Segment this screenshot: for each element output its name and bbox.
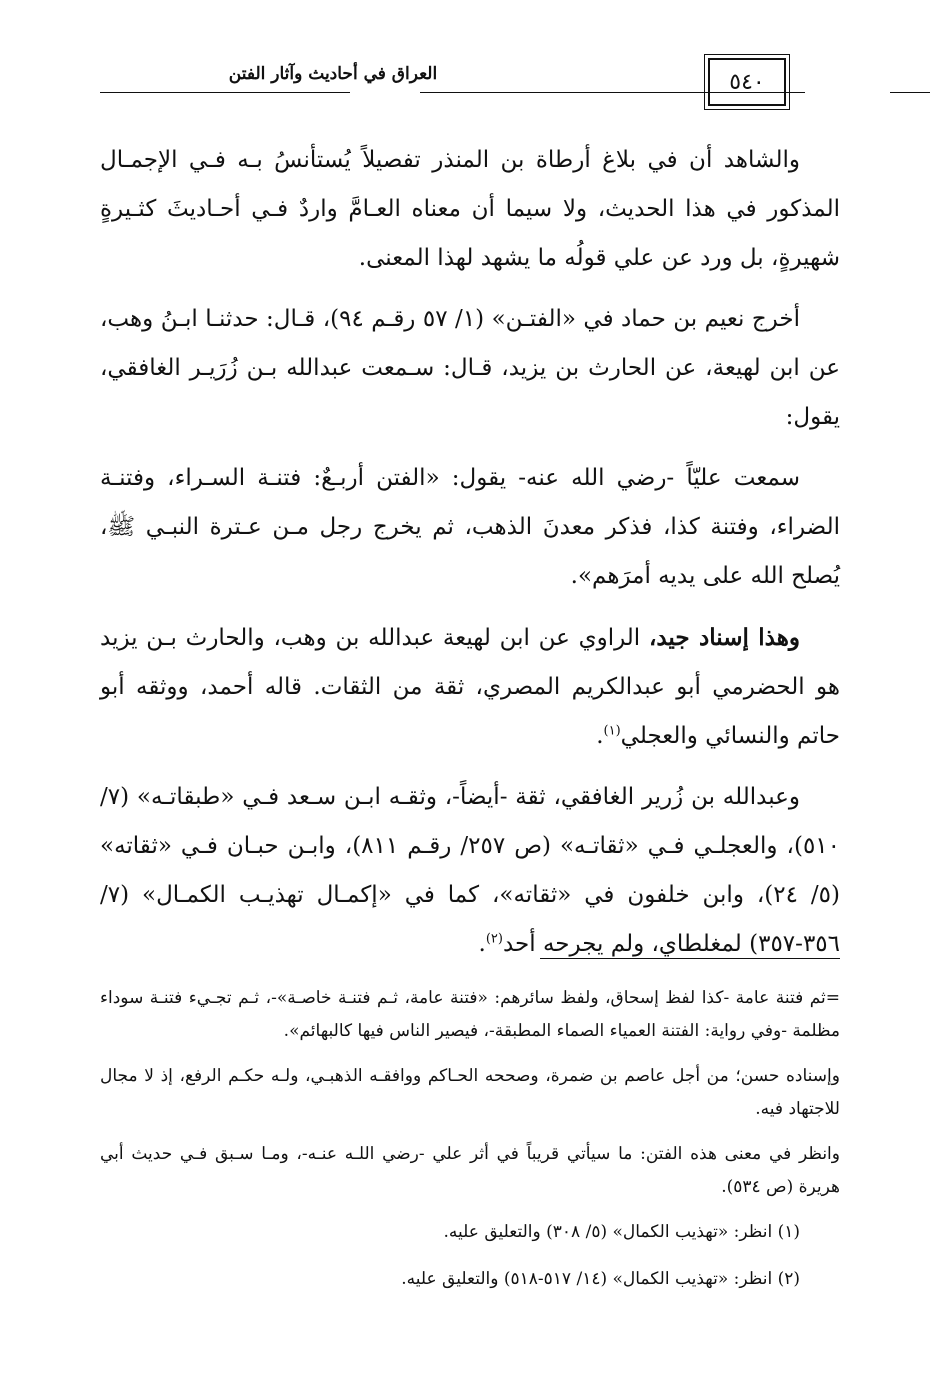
- paragraph-5-text: وعبدالله بن زُرير الغافقي، ثقة -أيضاً-، وثقـه ابـن سـعد فـي «طبقاتـه» (٧/ ٥١٠)، والعجلـي فـي «ثقاتـه» (ص ٢٥٧/ رقـم ٨١١)، وابـن حبـان فـي «ثقاته» (٥/ ٢٤)، وابن خلفون في «ثقاته»، كما في «إكمـال تهذيـب الكمـال» (٧/ ٣٥٦-٣٥٧) لمغلطاي، ولم يجرحه أحد: [100, 784, 840, 957]
- paragraph-1-text: والشاهد أن في بلاغ أرطاة بن المنذر تفصيلاً يُستأنسُ بـه فـي الإجمـال المذكور في هذا الحديث، ولا سيما أن معناه العـامَّ واردٌ فـي أحـاديثَ كثـيرةٍ شهيرةٍ، بل ورد عن علي قولُه ما يشهد لهذا المعنى.: [100, 147, 840, 271]
- paragraph-4-text: الراوي عن ابن لهيعة عبدالله بن وهب، والحارث بـن يزيد هو الحضرمي أبو عبدالكريم المصري، ثقة من الثقات. قاله أحمد، ووثقه أبو حاتم والنسائي والعجلي: [100, 625, 840, 749]
- footnote-ref-2: (٢): [485, 931, 503, 947]
- paragraph-2: [100, 295, 840, 442]
- footnote-2: (٢) انظر: «تهذيب الكمال» (١٤/ ٥١٧-٥١٨) والتعليق عليه.: [401, 1269, 800, 1289]
- footnote-separator: [540, 958, 840, 959]
- paragraph-3: [100, 454, 840, 601]
- paragraph-5-end: .: [478, 931, 486, 957]
- footnote-1: (١) انظر: «تهذيب الكمال» (٥/ ٣٠٨) والتعليق عليه.: [443, 1222, 800, 1242]
- footnote-continuation-3: وانظر في معنى هذه الفتن: ما سيأتي قريباً في أثر علي -رضي اللـه عنـه-، ومـا سـبق فـي حديث أبي هريرة (ص ٥٣٤).: [100, 1144, 840, 1197]
- paragraph-4: [100, 613, 840, 761]
- paragraph-1: [100, 136, 840, 283]
- header-rule-right: [890, 92, 930, 93]
- footnotes: [100, 982, 840, 1310]
- paragraph-5: [100, 773, 840, 969]
- header-rule-left: [100, 92, 350, 93]
- paragraph-3-text: سمعت عليّاً -رضي الله عنه- يقول: «الفتن أربـعٌ: فتنـة السـراء، وفتنـة الضراء، وفتنة كذا، فذكر معدنَ الذهب، ثم يخرج رجل مـن عـترة النبـي ﷺ، يُصلح الله على يديه أمرَهم».: [100, 465, 840, 589]
- footnote-continuation-2: وإسناده حسن؛ من أجل عاصم بن ضمرة، وصححه الحـاكم ووافقـه الذهبـي، ولـه حكـم الرفع، إذ لا مجال للاجتهاد فيه.: [100, 1066, 840, 1119]
- paragraph-4-end: .: [596, 723, 604, 749]
- paragraph-2-text: أخرج نعيم بن حماد في «الفتـن» (١/ ٥٧ رقـم ٩٤)، قـال: حدثنـا ابـنُ وهب، عن ابن لهيعة، عن الحارث بن يزيد، قـال: سـمعت عبدالله بـن زُرَيـر الغافقي، يقول:: [100, 306, 840, 430]
- footnote-ref-1: (١): [603, 723, 621, 739]
- paragraph-4-bold: وهذا إسناد جيد،: [648, 624, 800, 651]
- page-number: ٥٤٠: [708, 58, 786, 106]
- footnote-continuation-1: =ثم فتنة عامة -كذا لفظ إسحاق، ولفظ سائرهم: «فتنة عامة، ثـم فتنـة خاصـة»-، ثـم تجـيء فتنـة سوداء مظلمة -وفي رواية: الفتنة العمياء الصماء المطبقة-، فيصير الناس فيها كالبهائم».: [100, 988, 840, 1041]
- main-text: [100, 136, 840, 981]
- page-header: [100, 52, 840, 108]
- running-title: العراق في أحاديث وآثار الفتن: [228, 64, 438, 84]
